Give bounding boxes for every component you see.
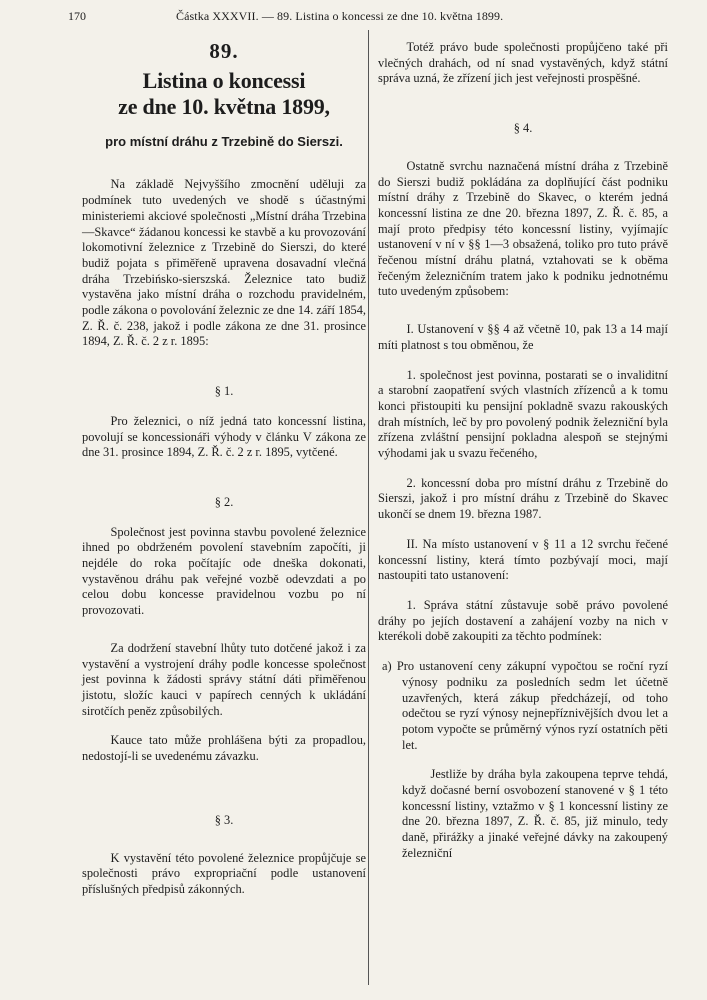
column-divider — [368, 30, 369, 985]
section-4-clause-II: II. Na místo ustanovení v § 11 a 12 svrchu řečené koncessní listiny, která tímto pozbývají moci, mají nastoupiti tato ustanovení: — [378, 536, 668, 583]
page-number: 170 — [68, 9, 86, 23]
section-2-paragraph-2: Za dodržení stavební lhůty tuto dotčené jakož i za vystavění a vystrojení dráhy podle koncesse společnost jest povinna k žádosti správy státní dáti přiměřenou jistotu, složíc kauci v papírech cenných k ukládání sirotčích peněz způsobilých. — [82, 640, 366, 718]
section-1-text: Pro železnici, o níž jedná tato koncessní listina, povolují se koncessionáři výhody v článku V zákona ze dne 31. prosince 1894, Z. Ř. č. 2 z r. 1895, vytčené. — [82, 413, 366, 460]
section-2-paragraph-3: Kauce tato může prohlášena býti za propadlou, nedostojí-li se uvedenému závazku. — [82, 733, 366, 764]
section-4-clause-II-1-a: a) Pro ustanovení ceny zákupní vypočtou se roční ryzí výnosy podniku za posledních sedm let účetně uzavřených, která zákup předcházejí, od toho odečtou se ryzí výnosy nejnepříznivějších dvou let a potom vypočte se průměrný výnos ryzí ostatních pěti let. — [382, 659, 668, 752]
section-3-heading: § 3. — [214, 812, 234, 827]
running-header — [68, 9, 667, 25]
section-2-heading: § 2. — [214, 494, 234, 509]
section-4-clause-II-1-a-continued: Jestliže by dráha byla zakoupena teprve tehdá, když dočasné berní osvobození stanovené v § 1 této koncessní listiny, vztažmo v § 1 koncessní listiny ze dne 20. března 1897, Z. Ř. č. 85, již minulo, tedy daně, přirážky a jinaké veřejné dávky na zakoupený železniční — [402, 767, 668, 860]
document-title-line1: Listina o koncessi — [142, 67, 306, 93]
right-column — [378, 40, 668, 862]
section-3-text: K vystavění této povolené železnice propůjčuje se společnosti právo expropriační podle ustanovení příslušných předpisů zákonných. — [82, 850, 366, 896]
section-4-clause-II-1: 1. Správa státní zůstavuje sobě právo povolené dráhy po jejích dostavení a zahájení vozby na nich v kterékoli době zakoupiti za těchto podmínek: — [378, 597, 668, 644]
document-title-line2: ze dne 10. května 1899, — [118, 93, 330, 119]
section-4-clause-I: I. Ustanovení v §§ 4 až včetně 10, pak 13 a 14 mají míti platnost s tou obměnou, že — [378, 322, 668, 352]
section-4-paragraph-1: Ostatně svrchu naznačená místní dráha z Trzebině do Sierszi budiž pokládána za doplňující část podniku místní dráhy z Trzebině do Skavec, o kterém jedná koncessní listina ze dne 20. března 1897, Z. Ř. č. 85, a mají proto předpisy této koncessní listiny, vyjímajíc ustanovení v ní v §§ 1—3 obsažená, toliko pro tuto právě řečenou místní dráhu platná, vztahovati se k oběma řečeným železničním tratem jako k podniku jednotnému tuto uvedeným způsobem: — [378, 158, 668, 299]
document-subtitle: pro místní dráhu z Trzebině do Sierszi. — [105, 133, 343, 149]
section-2-paragraph-1: Společnost jest povinna stavbu povolené železnice ihned po obdrženém povolení stavebním započíti, ji nejdéle do roka počítajíc ode dneška dokonati, vystavěnou dráhu pak veřejné vozbě odevzdati a po celou dobu koncesse pravidelnou vozbu po ní provozovati. — [82, 524, 366, 618]
right-paragraph-1: Totéž právo bude společnosti propůjčeno také při vlečných drahách, od ní snad vystavěných, když státní správa uzná, že zřízení jich jest veřejnosti prospěšné. — [378, 40, 668, 86]
section-4-heading: § 4. — [513, 121, 533, 136]
left-column — [82, 40, 366, 898]
document-number: 89. — [209, 39, 239, 63]
section-4-clause-I-1: 1. společnost jest povinna, postarati se o invaliditní a starobní zaopatření svých vlastních zřízenců a k tomu konci přistoupiti ku pensijní pokladně svazu rakouských drah místních, leč by pro povolený podnik železniční byla zřízena zvláštní pensijní pokladna alespoň se stejnými výhodami jak u svazu řečeného, — [378, 367, 668, 461]
section-4-clause-I-2: 2. koncessní doba pro místní dráhu z Trzebině do Sierszi, jakož i pro místní dráhu z Trzebině do Skavec ukončí se dnem 19. března 1987. — [378, 475, 668, 522]
section-1-heading: § 1. — [214, 384, 234, 399]
running-title: Částka XXXVII. — 89. Listina o koncessi ze dne 10. května 1899. — [176, 9, 504, 23]
intro-paragraph: Na základě Nejvyššího zmocnění uděluji za podmínek tuto uvedených ve shodě s účastnými ministeriemi akciové společnosti „Místní dráha Trzebina—Skavce“ žádanou koncessi ke stavbě a ku provozování lokomotivní železnice z Trzebině do Sierszi, do které budiž pojata s přiměřeně upravena dosavadní vlečná dráha Trzebińsko-sierszská. Železnice tato budiž vystavěna jako místní dráha o rozchodu pravidelném, podle zákona o povolování železnic ze dne 14. září 1854, Z. Ř. č. 238, jakož i podle zákona ze dne 31. prosince 1894, Z. Ř. č. 2 z r. 1895: — [82, 177, 366, 349]
